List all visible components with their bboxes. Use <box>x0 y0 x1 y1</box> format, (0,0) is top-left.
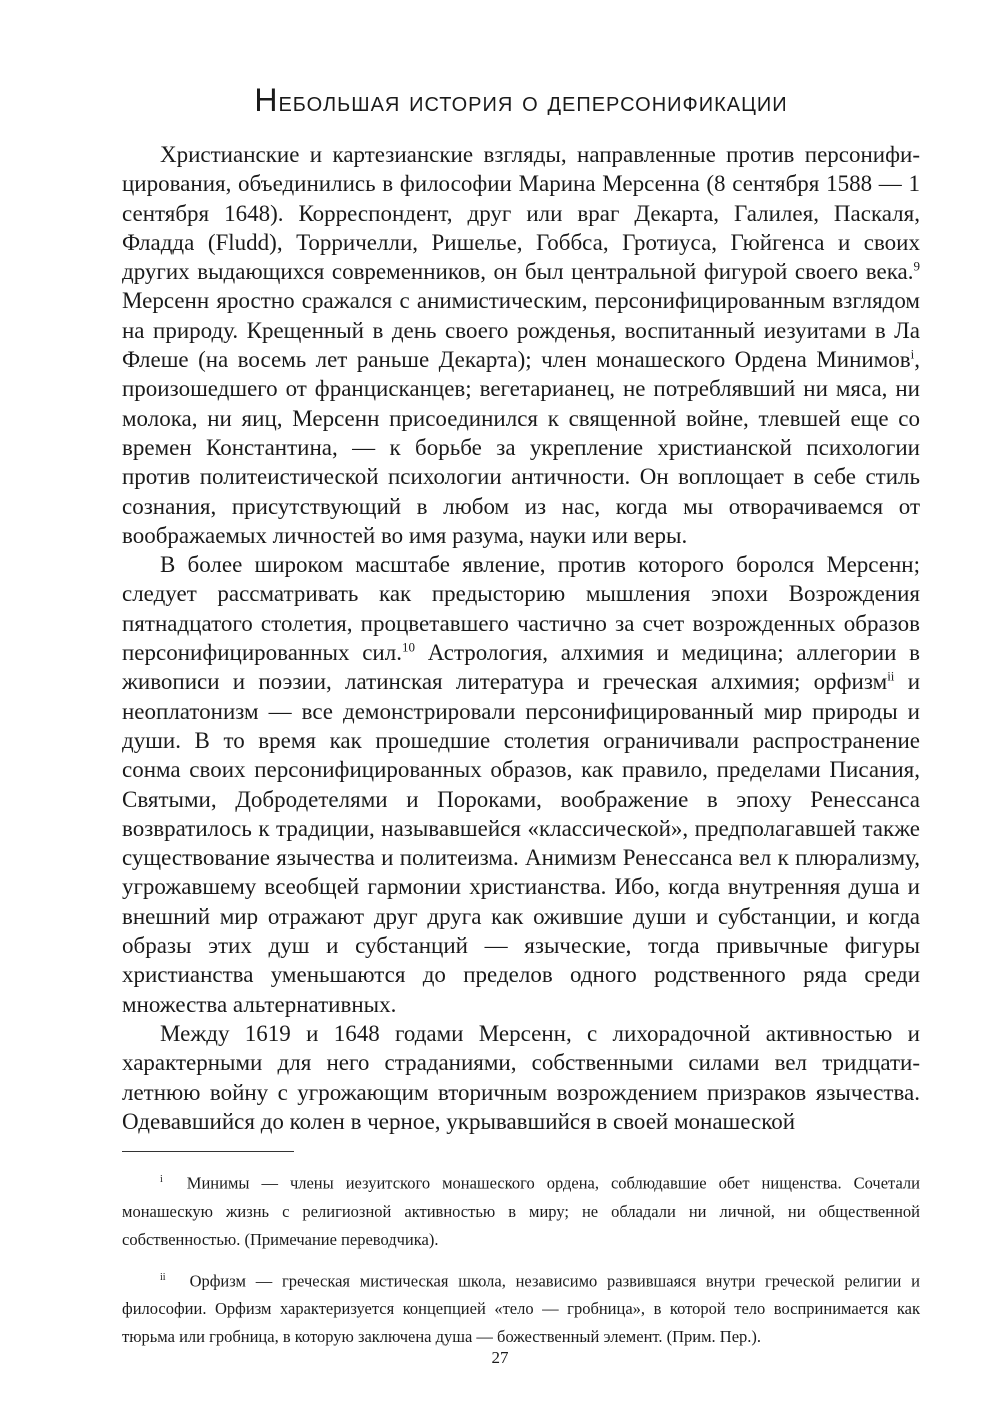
footnote-divider <box>122 1151 294 1152</box>
footnote-ii <box>122 1264 920 1352</box>
footnote-mark: ii <box>160 1271 166 1283</box>
endnote-ref-9: 9 <box>913 258 920 274</box>
paragraph-1 <box>122 140 920 550</box>
paragraph-text: Мерсенн яростно сражался с анимистическим, персонифицированным взглядом на природу. Крещенный в день своего рожденья, воспитанный иезуитами в Ла Флеше (на восемь лет раньше Декарта); член монашеского Ордена Минимов <box>122 288 920 373</box>
paragraph-3 <box>122 1019 920 1136</box>
footnote-i <box>122 1166 920 1254</box>
footnote-text: Орфизм — греческая мистическая школа, независимо развившаяся внутри греческой религии и философии. Орфизм характеризуется концепцией «тело — гробница», в которой тело воспринимается как тюрьма или гробница, в которую заключена душа — божественный элемент. (Прим. Пер.). <box>122 1271 920 1346</box>
chapter-title <box>122 0 920 136</box>
paragraph-text: Христианские и картезианские взгляды, направленные против персонифицирования, объединились в философии Марина Мерсенна (8 сентября 1588 — 1 сентября 1648). Корреспондент, друг или враг Декарта, Галилея, Паскаля, Фладда (Fludd), Торричелли, Ришелье, Гоббса, Гротиуса, Гюйгенса и своих других выдающихся современников, он был центральной фигурой своего века. <box>122 142 920 285</box>
body-text <box>122 140 920 1136</box>
endnote-ref-10: 10 <box>401 639 415 655</box>
footnote-mark: i <box>160 1174 163 1185</box>
paragraph-text: Между 1619 и 1648 годами Мерсенн, с лихорадочной активностью и характерными для него страданиями, собственными силами вел тридцатилетнюю войну с угрожающим вторичным возрождением призраков язычества. Одевавшийся до колен в черное, укрывавшийся в своей монашеской <box>122 1020 920 1134</box>
footnote-text: Минимы — члены иезуитского монашеского ордена, соблюдавшие обет нищенства. Сочетали монашескую жизнь с религиозной активностью в миру; не обладали ни личной, ни общественной собственностью. (Примечание переводчика). <box>122 1173 920 1249</box>
page-number: 27 <box>491 1348 509 1367</box>
paragraph-text: и неоплатонизм — все демонстрировали персонифицированный мир природы и души. В то время как прошедшие столетия ограничивали распространение сонма своих персонифицированных образов, как правило, пределами Писания, Святыми, Добродетелями и Пороками, воображение в эпоху Ренессанса возвратилось к традиции, называвшейся «классической», предполагавшей также существование язычества и политеизма. Анимизм Ренессанса вел к плюрализму, угрожавшему всеобщей гармонии христианства. Ибо, когда внутренняя душа и внешний мир отражают друг друга как ожившие души и субстанции, и когда образы этих душ и субстанций — языческие, тогда привычные фигуры христианства уменьшаются до пределов одного родственного ряда среди множества альтернативных. <box>122 669 920 1017</box>
chapter-title-initial: Н <box>254 82 279 118</box>
chapter-title-rest: ебольшая история о деперсонификации <box>278 86 788 117</box>
footnotes <box>122 1151 920 1361</box>
paragraph-text: В более широком масштабе явление, против которого боролся Мерсенн; следует рассматривать как предысторию мышления эпохи Возрождения пятнадцатого столетия, процветавшего частично за счет возрожденных образов персонифицированных сил. <box>122 552 920 666</box>
paragraph-text: , произошедшего от францисканцев; вегетарианец, не потреблявший ни мяса, ни молока, ни яиц, Мерсенн присоединился к священной войне, тлевшей еще со времен Константина, — к борьбе за укрепление христианской психологии против политеистической психологии античности. Он воплощает в себе стиль сознания, присутствующий в любом из нас, когда мы отворачиваемся от воображаемых личностей во имя разума, науки или веры. <box>122 347 920 548</box>
footnote-ref-i: i <box>910 346 915 362</box>
paragraph-text: Астрология, алхимия и медицина; аллегории в живописи и поэзии, латинская литература и греческая алхимия; орфизм <box>122 640 920 695</box>
paragraph-2 <box>122 550 920 1019</box>
footnote-ref-ii: ii <box>887 668 895 684</box>
